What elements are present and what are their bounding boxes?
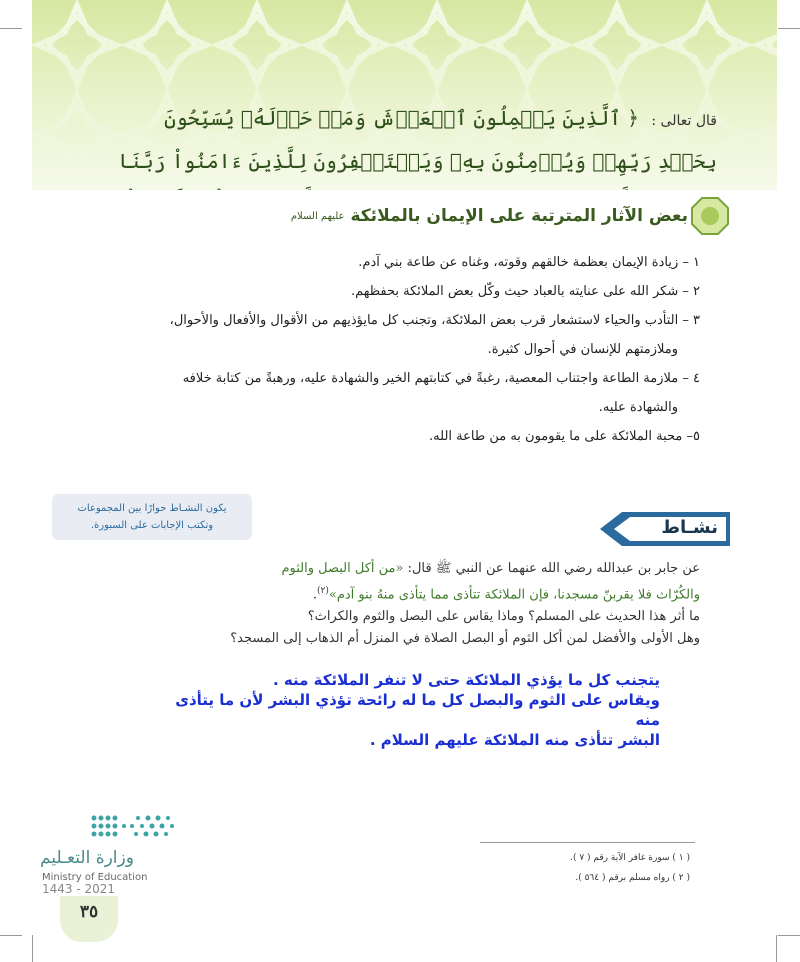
- list-item-continuation: والشهادة عليه.: [598, 400, 678, 415]
- answer-line: يتجنب كل ما يؤذي الملائكة حتى لا تنفر الملائكة منه .: [272, 671, 660, 689]
- section-title: بعض الآثار المترتبة على الإيمان بالملائكة: [350, 206, 688, 226]
- question: وهل الأولى والأفضل لمن أكل الثوم أو البصل الصلاة في المنزل أم الذهاب إلى المسجد؟: [230, 631, 700, 647]
- ministry-name-english: Ministry of Education: [42, 872, 148, 883]
- crop-mark: [778, 28, 800, 29]
- question: ما أثر هذا الحديث على المسلم؟ وماذا يقاس على البصل والثوم والكراث؟: [307, 609, 700, 625]
- ministry-logo-icon: [88, 812, 178, 844]
- effects-list: [40, 248, 700, 451]
- list-item: ١ – زيادة الإيمان بعظمة خالقهم وقوته، وغناه عن طاعة بني آدم.: [358, 255, 700, 270]
- ministry-name-arabic: وزارة التعـليم: [40, 848, 134, 868]
- page-number: ٣٥: [79, 902, 99, 922]
- activity-label: نشـاط: [661, 517, 718, 538]
- activity-note-line: يكون النشـاط حوارًا بين المجموعات: [77, 503, 227, 514]
- section-honorific: عليهم السلام: [290, 210, 345, 222]
- list-item-continuation: وملازمتهم للإنسان في أحوال كثيرة.: [487, 342, 678, 357]
- footnote: ( ٢ ) رواه مسلم برقم ( ٥٦٤ ).: [575, 873, 690, 883]
- hadith-text-start: «من أكل البصل والثوم: [281, 561, 404, 576]
- verse-line-2: رَبَّنَا: [118, 149, 166, 173]
- hadith-block: عن جابر بن عبدالله رضي الله عنهما عن النبي ﷺ قال: «من أكل البصل والثوم والكُرّاث فلا يقربنّ مسجدنا، فإن الملائكة تتأذى مما يتأذى منهُ بنو آدم»$^{(٢)}$. ما أثر هذا الحديث على المسلم؟ وماذا يقاس على البصل والثوم والكراث؟ وهل الأولى والأفضل لمن أكل الثوم أو البصل الصلاة في المنزل أم الذهاب إلى المسجد؟: [110, 558, 700, 650]
- verse-line-1: ﴿ ٱلَّذِينَ يَحۡمِلُونَ ٱلۡعَرۡشَ وَمَنۡ حَوۡلَهُۥ يُسَبِّحُونَ بِحَمۡدِ رَبِّهِمۡ وَيُؤۡمِنُونَ بِهِۦ وَيَسۡتَغۡفِرُونَ لِلَّذِينَ ءَامَنُواْ: [164, 106, 717, 173]
- list-item: ٤ – ملازمة الطاعة واجتناب المعصية، رغبةً في كتابتهم الخير والشهادة عليه، ورهبةً من كتابة خلافه: [182, 371, 700, 386]
- footnote: ( ١ ) سورة غافر الآية رقم ( ٧ ).: [570, 853, 690, 863]
- hadith-text: والكُرّاث فلا يقربنّ مسجدنا، فإن الملائكة تتأذى مما يتأذى منهُ بنو آدم»: [328, 587, 700, 603]
- footnotes: [570, 848, 690, 888]
- crop-mark: [778, 935, 800, 936]
- crop-mark: [776, 935, 777, 962]
- crop-mark: [0, 935, 22, 936]
- quran-verse: [102, 98, 717, 190]
- footnote-divider: [480, 842, 695, 843]
- crop-mark: [0, 28, 22, 29]
- answer-line: ويقاس على الثوم والبصل كل ما له رائحة تؤذي البشر لأن ما يتأذى منه: [175, 691, 660, 729]
- list-item: ٢ – شكر الله على عنايته بالعباد حيث وكّل بعض الملائكة بحفظهم.: [350, 284, 700, 299]
- edition-year: 2021 - 1443: [42, 882, 116, 896]
- hadith-intro: عن جابر بن عبدالله رضي الله عنهما عن النبي ﷺ قال:: [407, 561, 700, 576]
- verse-intro: قال تعالى :: [651, 113, 717, 129]
- student-answer: [150, 670, 660, 750]
- list-item: ٥– محبة الملائكة على ما يقومون به من طاعة الله.: [429, 429, 700, 444]
- octagon-badge-icon: [690, 196, 730, 236]
- activity-note: [52, 494, 252, 540]
- hadith-footnote-ref: (٢): [316, 586, 329, 596]
- header-banner: [32, 0, 777, 190]
- list-item: ٣ – التأدب والحياء لاستشعار قرب بعض الملائكة، وتجنب كل مايؤذيهم من الأقوال والأفعال والأحوال،: [169, 313, 700, 328]
- answer-line: البشر تتأذى منه الملائكة عليهم السلام .: [369, 731, 660, 749]
- crop-mark: [32, 935, 33, 962]
- activity-note-line: وتكتب الإجابات على السبورة.: [90, 520, 214, 531]
- section-heading: [291, 196, 730, 236]
